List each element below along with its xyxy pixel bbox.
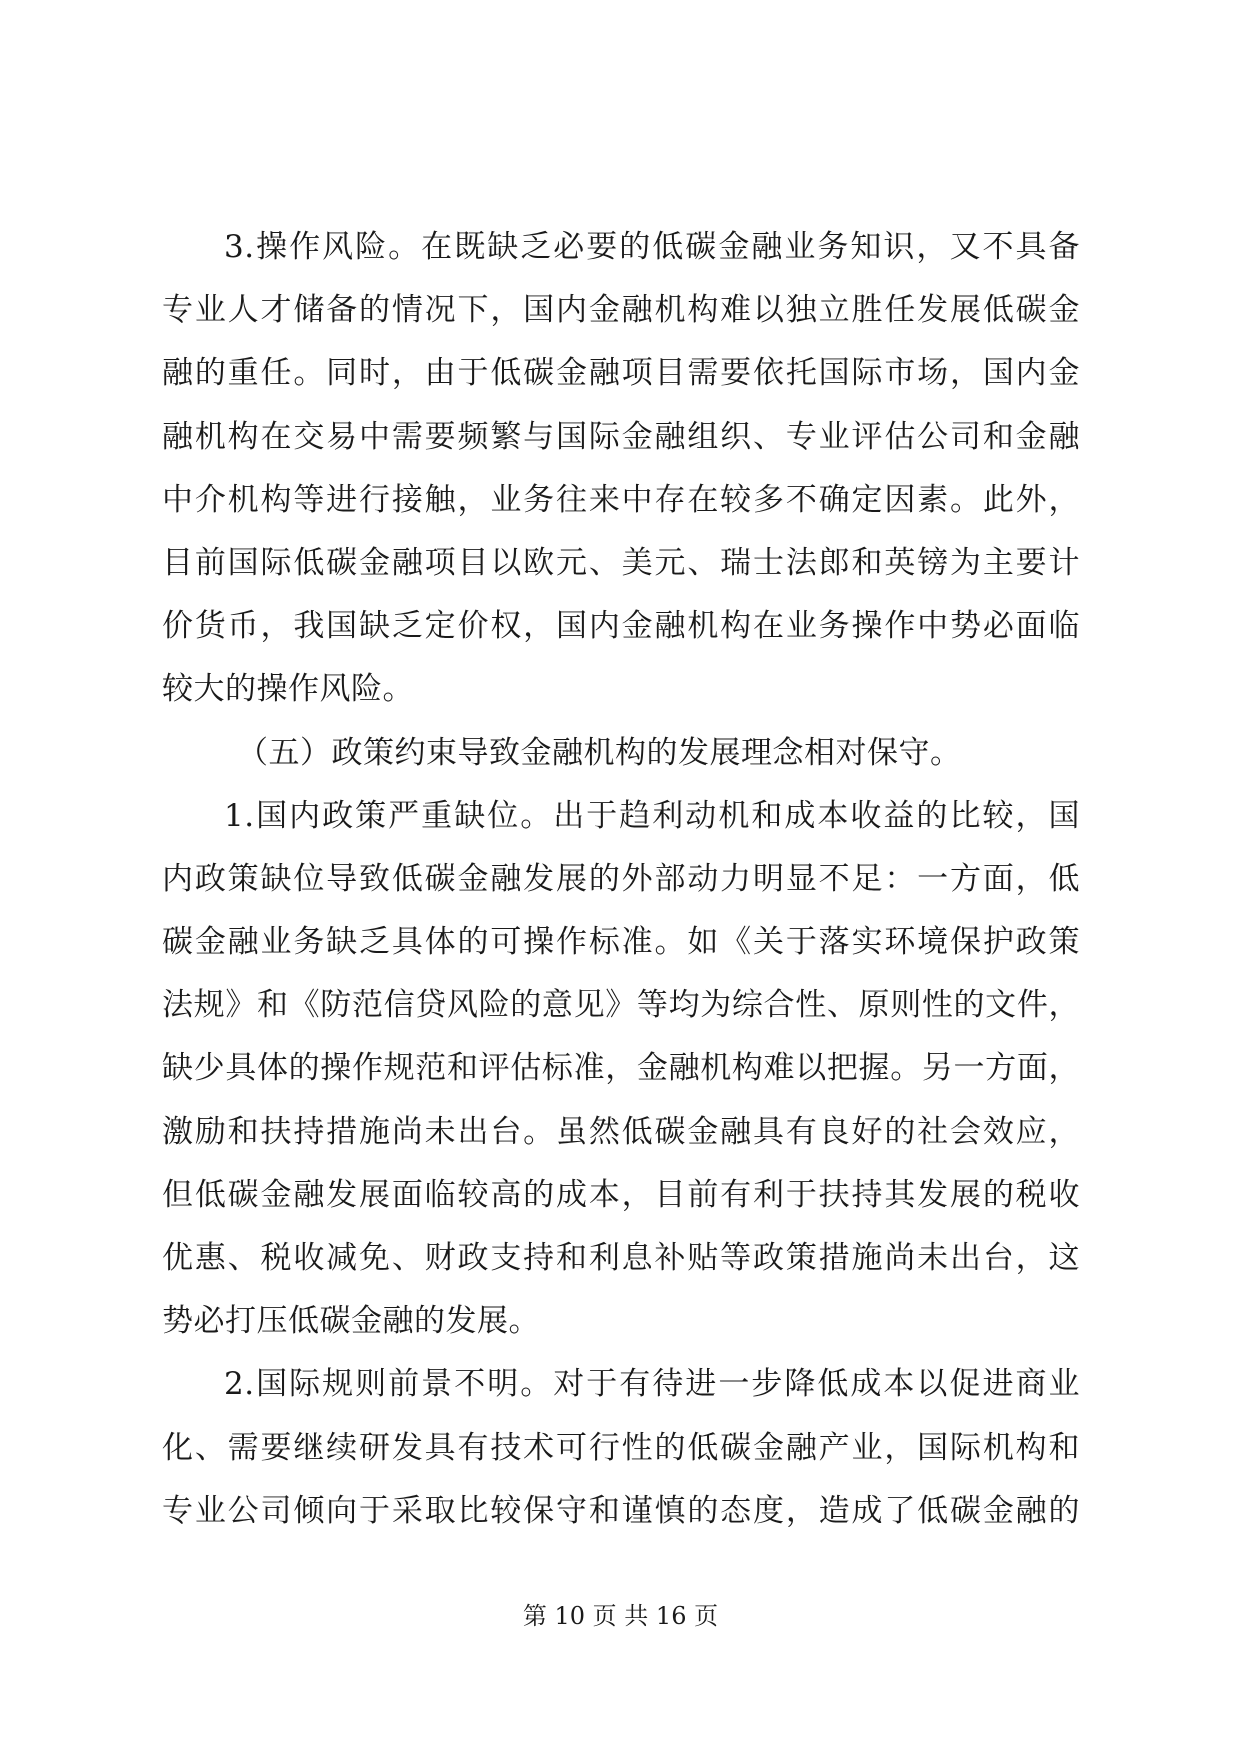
text-line: 较大的操作风险。 (162, 671, 414, 708)
section-heading: （五）政策约束导致金融机构的发展理念相对保守。 (237, 734, 962, 771)
text-line: 专业公司倾向于采取比较保守和谨慎的态度，造成了低碳金融的 (162, 1492, 1080, 1529)
text-line: 激励和扶持措施尚未出台。虽然低碳金融具有良好的社会效应， (162, 1113, 1080, 1150)
text-line: 但低碳金融发展面临较高的成本，目前有利于扶持其发展的税收 (162, 1176, 1080, 1213)
text-line: 碳金融业务缺乏具体的可操作标准。如《关于落实环境保护政策 (162, 924, 1080, 961)
page-number-label: 第 10 页 共 16 页 (522, 1602, 719, 1630)
text-line: 缺少具体的操作规范和评估标准，金融机构难以把握。另一方面， (162, 1050, 1080, 1087)
paragraph-domestic-policy (162, 797, 1080, 1366)
section-heading-policy-constraints (162, 734, 1080, 797)
text-line: 融的重任。同时，由于低碳金融项目需要依托国际市场，国内金 (162, 355, 1080, 392)
page-footer (0, 1601, 1241, 1631)
text-line: 2.国际规则前景不明。对于有待进一步降低成本以促进商业 (224, 1366, 1080, 1403)
text-line: 1.国内政策严重缺位。出于趋利动机和成本收益的比较，国 (224, 797, 1080, 834)
text-line: 优惠、税收减免、财政支持和利息补贴等政策措施尚未出台，这 (162, 1240, 1080, 1276)
text-line: 法规》和《防范信贷风险的意见》等均为综合性、原则性的文件， (162, 987, 1080, 1024)
text-line: 专业人才储备的情况下，国内金融机构难以独立胜任发展低碳金 (162, 292, 1080, 329)
text-line: 价货币，我国缺乏定价权，国内金融机构在业务操作中势必面临 (162, 608, 1080, 645)
text-line: 势必打压低碳金融的发展。 (162, 1303, 540, 1340)
document-body (162, 228, 1080, 1555)
text-line: 内政策缺位导致低碳金融发展的外部动力明显不足：一方面，低 (162, 860, 1080, 897)
paragraph-operational-risk (162, 228, 1080, 734)
text-line: 3.操作风险。在既缺乏必要的低碳金融业务知识，又不具备 (224, 229, 1080, 265)
text-line: 化、需要继续研发具有技术可行性的低碳金融产业，国际机构和 (162, 1429, 1080, 1466)
text-line: 中介机构等进行接触，业务往来中存在较多不确定因素。此外， (162, 481, 1080, 518)
text-line: 融机构在交易中需要频繁与国际金融组织、专业评估公司和金融 (162, 418, 1080, 455)
text-line: 目前国际低碳金融项目以欧元、美元、瑞士法郎和英镑为主要计 (162, 544, 1080, 581)
paragraph-international-rules (162, 1365, 1080, 1555)
